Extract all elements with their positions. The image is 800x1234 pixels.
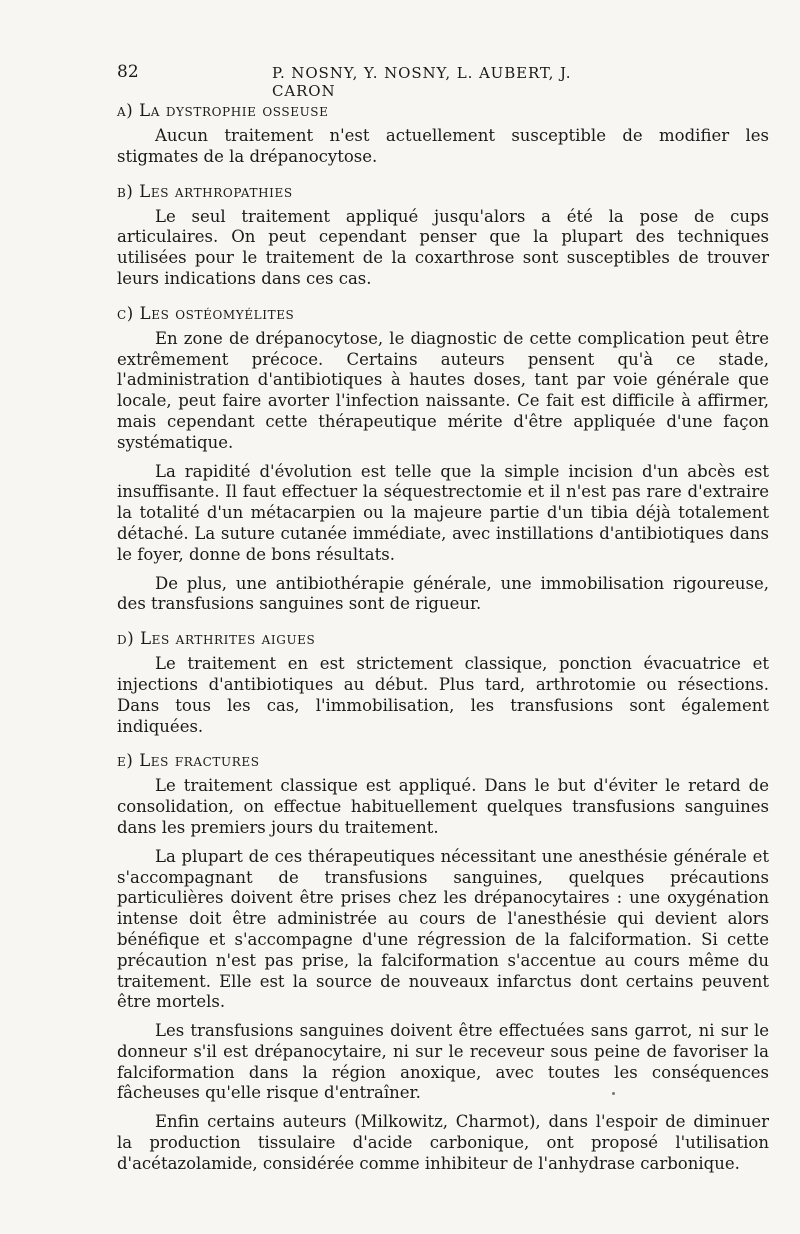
section-osteomyelites bbox=[117, 303, 769, 615]
paragraph: La rapidité d'évolution est telle que la simple incision d'un abcès est insuffisante. Il faut effectuer la séquestrectomie et il n'est pas rare d'extraire la totalité d'un métacarpien ou la majeure partie d'un tibia déjà totalement détaché. La suture cutanée immédiate, avec instillations d'antibiotiques dans le foyer, donne de bons résultats. bbox=[117, 461, 769, 564]
section-dystrophie-osseuse bbox=[117, 100, 769, 168]
section-fractures bbox=[117, 750, 769, 1174]
section-heading: a) La dystrophie osseuse bbox=[117, 101, 329, 120]
paragraph: La plupart de ces thérapeutiques nécessitant une anesthésie générale et s'accompagnant de transfusions sanguines, quelques précautions particulières doivent être prises chez les drépanocytaires : une oxygénation intense doit être administrée au cours de l'anesthésie qui devient alors bénéfique et s'accompagne d'une régression de la falciformation. Si cette précaution n'est pas prise, la falciformation s'accentue au cours même du traitement. Elle est la source de nouveaux infarctus dont certains peuvent être mortels. bbox=[117, 846, 769, 1012]
running-head: P. NOSNY, Y. NOSNY, L. AUBERT, J. CARON bbox=[272, 64, 572, 100]
section-heading: d) Les arthrites aigues bbox=[117, 629, 316, 649]
paragraph: Le traitement classique est appliqué. Dans le but d'éviter le retard de consolidation, on effectue habituellement quelques transfusions sanguines dans les premiers jours du traitement. bbox=[117, 776, 769, 837]
paragraph: De plus, une antibiothérapie générale, une immobilisation rigoureuse, des transfusions sanguines sont de rigueur. bbox=[117, 573, 769, 614]
print-speck bbox=[612, 1092, 615, 1095]
paragraph: Enfin certains auteurs (Milkowitz, Charmot), dans l'espoir de diminuer la production tissulaire d'acide carbonique, ont proposé l'utilisation d'acétazolamide, considérée comme inhibiteur de l'anhydrase carbonique. bbox=[117, 1112, 769, 1173]
paragraph: Les transfusions sanguines doivent être effectuées sans garrot, ni sur le donneur s'il est drépanocytaire, ni sur le receveur sous peine de favoriser la falciformation dans la région anoxique, avec toutes les conséquences fâcheuses qu'elle risque d'entraîner. bbox=[117, 1021, 769, 1103]
section-arthrites-aigues bbox=[117, 628, 769, 737]
paragraph: Aucun traitement n'est actuellement susceptible de modifier les stigmates de la drépanocytose. bbox=[117, 126, 769, 166]
section-heading: b) Les arthropathies bbox=[117, 181, 293, 201]
body-text bbox=[117, 100, 769, 1188]
page-header bbox=[117, 62, 586, 100]
paragraph: Le seul traitement appliqué jusqu'alors a été la pose de cups articulaires. On peut cependant penser que la plupart des techniques utilisées pour le traitement de la coxarthrose sont susceptibles de trouver leurs indications dans ces cas. bbox=[117, 206, 769, 288]
paragraph: Le traitement en est strictement classique, ponction évacuatrice et injections d'antibiotiques au début. Plus tard, arthrotomie ou résections. Dans tous les cas, l'immobilisation, les transfusions sont également indiquées. bbox=[117, 654, 769, 736]
section-arthropathies bbox=[117, 181, 769, 290]
page-number: 82 bbox=[117, 62, 139, 82]
section-heading: e) Les fractures bbox=[117, 751, 260, 771]
paragraph: En zone de drépanocytose, le diagnostic de cette complication peut être extrêmement précoce. Certains auteurs pensent qu'à ce stade, l'administration d'antibiotiques à hautes doses, tant par voie générale que locale, peut faire avorter l'infection naissante. Ce fait est difficile à affirmer, mais cependant cette thérapeutique mérite d'être appliquée d'une façon systématique. bbox=[117, 328, 769, 452]
section-heading: c) Les ostéomyélites bbox=[117, 303, 295, 323]
